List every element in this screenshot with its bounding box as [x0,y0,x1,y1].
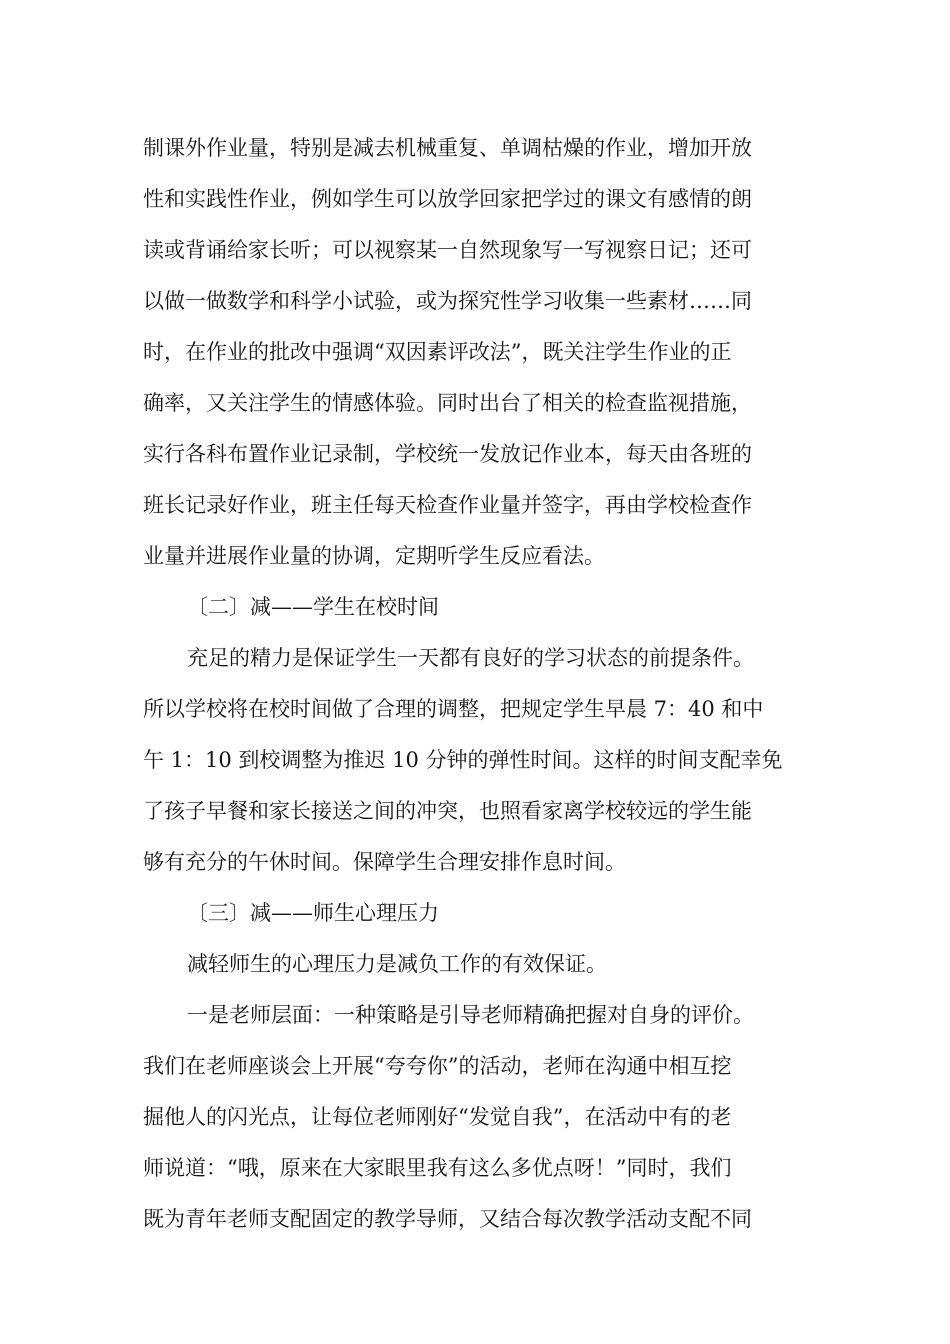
paragraph-line: 性和实践性作业，例如学生可以放学回家把学过的课文有感情的朗 [143,187,752,211]
paragraph-line: 了孩子早餐和家长接送之间的冲突，也照看家离学校较远的学生能 [143,799,752,823]
paragraph-line: 减轻师生的心理压力是减负工作的有效保证。 [187,952,607,976]
paragraph-line: 一是老师层面：一种策略是引导老师精确把握对自身的评价。 [187,1003,754,1027]
paragraph-line: 确率，又关注学生的情感体验。同时出台了相关的检查监视措施， [143,391,752,415]
paragraph-line: 班长记录好作业，班主任每天检查作业量并签字，再由学校检查作 [143,493,752,517]
paragraph-line: 师说道：“哦，原来在大家眼里我有这么多优点呀！”同时，我们 [143,1156,732,1180]
paragraph-line: 既为青年老师支配固定的教学导师，又结合每次教学活动支配不同 [143,1207,752,1231]
section-heading: 〔三〕减——师生心理压力 [187,901,439,925]
paragraph-line: 够有充分的午休时间。保障学生合理安排作息时间。 [143,850,626,874]
paragraph-line: 充足的精力是保证学生一天都有良好的学习状态的前提条件。 [187,646,754,670]
paragraph-line: 午 1：10 到校调整为推迟 10 分钟的弹性时间。这样的时间支配幸免 [143,748,783,772]
paragraph-line: 制课外作业量，特别是减去机械重复、单调枯燥的作业，增加开放 [143,136,752,160]
section-heading: 〔二〕减——学生在校时间 [187,595,439,619]
paragraph-line: 以做一做数学和科学小试验，或为探究性学习收集一些素材……同 [143,289,752,313]
paragraph-line: 所以学校将在校时间做了合理的调整，把规定学生早晨 7：40 和中 [143,697,764,721]
paragraph-line: 实行各科布置作业记录制，学校统一发放记作业本，每天由各班的 [143,442,752,466]
paragraph-line: 掘他人的闪光点，让每位老师刚好“发觉自我”，在活动中有的老 [143,1105,732,1129]
paragraph-line: 时，在作业的批改中强调“双因素评改法”，既关注学生作业的正 [143,340,732,364]
paragraph-line: 业量并进展作业量的协调，定期听学生反应看法。 [143,544,605,568]
paragraph-line: 读或背诵给家长听；可以视察某一自然现象写一写视察日记；还可 [143,238,752,262]
paragraph-line: 我们在老师座谈会上开展“夸夸你”的活动，老师在沟通中相互挖 [143,1054,732,1078]
